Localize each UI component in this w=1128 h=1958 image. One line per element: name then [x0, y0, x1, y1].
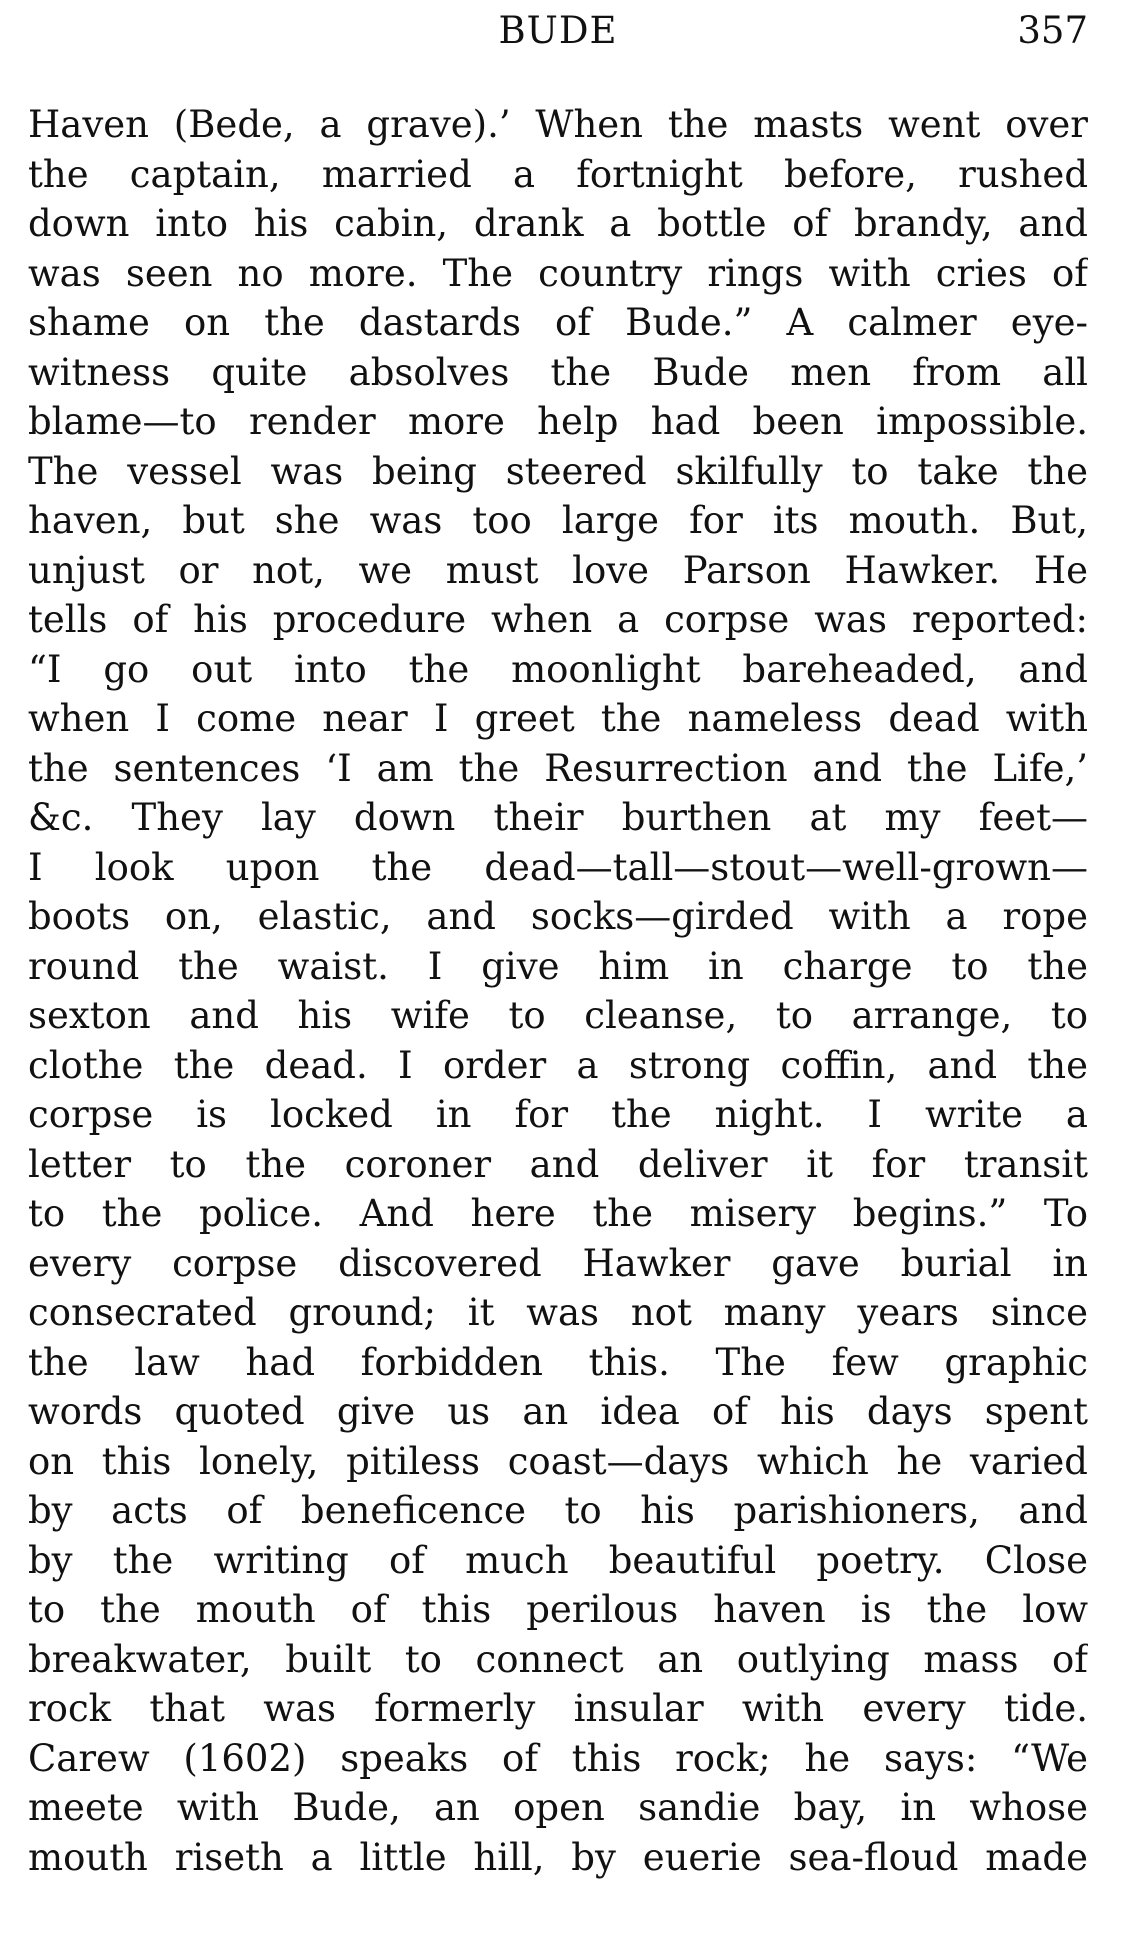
- text-line: on this lonely, pitiless coast—days which he varied: [28, 1439, 1088, 1483]
- text-line: consecrated ground; it was not many years since: [28, 1291, 1088, 1334]
- text-line: mouth riseth a little hill, by euerie sea-floud made: [28, 1835, 1088, 1879]
- text-line: corpse is locked in for the night. I write a: [28, 1093, 1088, 1136]
- text-line: meete with Bude, an open sandie bay, in whose: [28, 1786, 1088, 1829]
- text-line: Carew (1602) speaks of this rock; he says: “We: [28, 1736, 1088, 1780]
- text-line: words quoted give us an idea of his days spent: [28, 1390, 1088, 1433]
- text-line: the law had forbidden this. The few graphic: [28, 1340, 1088, 1384]
- text-line: shame on the dastards of Bude.” A calmer eye-: [28, 301, 1088, 344]
- text-line: tells of his procedure when a corpse was reported:: [28, 598, 1088, 641]
- text-line: the captain, married a fortnight before, rushed: [28, 152, 1088, 196]
- text-line: to the mouth of this perilous haven is the low: [28, 1588, 1088, 1631]
- text-line: letter to the coroner and deliver it for transit: [28, 1142, 1088, 1186]
- text-line: round the waist. I give him in charge to the: [28, 944, 1088, 988]
- page-number: 357: [1017, 9, 1088, 52]
- text-line: every corpse discovered Hawker gave burial in: [28, 1241, 1088, 1285]
- text-line: clothe the dead. I order a strong coffin, and the: [28, 1043, 1088, 1087]
- text-line: boots on, elastic, and socks—girded with a rope: [28, 895, 1088, 938]
- text-line: blame—to render more help had been impossible.: [28, 400, 1088, 443]
- text-line: to the police. And here the misery begins.” To: [28, 1192, 1088, 1235]
- text-line: haven, but she was too large for its mouth. But,: [28, 499, 1088, 542]
- text-line: by the writing of much beautiful poetry. Close: [28, 1538, 1088, 1582]
- text-line: sexton and his wife to cleanse, to arrange, to: [28, 994, 1088, 1037]
- text-line: I look upon the dead—tall—stout—well-grown—: [28, 845, 1088, 889]
- body-text: [28, 100, 1088, 1882]
- text-line: when I come near I greet the nameless dead with: [28, 697, 1088, 740]
- text-line: rock that was formerly insular with every tide.: [28, 1687, 1088, 1730]
- text-line: “I go out into the moonlight bareheaded, and: [28, 647, 1088, 691]
- text-line: down into his cabin, drank a bottle of brandy, and: [28, 202, 1088, 245]
- text-line: witness quite absolves the Bude men from all: [28, 350, 1088, 394]
- text-line: the sentences ‘I am the Resurrection and the Life,’: [28, 746, 1088, 790]
- text-line: unjust or not, we must love Parson Hawker. He: [28, 548, 1088, 592]
- text-line: was seen no more. The country rings with cries of: [28, 251, 1088, 295]
- text-line: by acts of beneficence to his parishioners, and: [28, 1489, 1088, 1532]
- text-line: The vessel was being steered skilfully to take the: [28, 449, 1088, 493]
- text-line: &c. They lay down their burthen at my feet—: [28, 796, 1088, 839]
- text-line: breakwater, built to connect an outlying mass of: [28, 1637, 1088, 1681]
- running-title: BUDE: [498, 9, 618, 52]
- running-head: [28, 6, 1088, 56]
- text-line: Haven (Bede, a grave).’ When the masts went over: [28, 103, 1088, 146]
